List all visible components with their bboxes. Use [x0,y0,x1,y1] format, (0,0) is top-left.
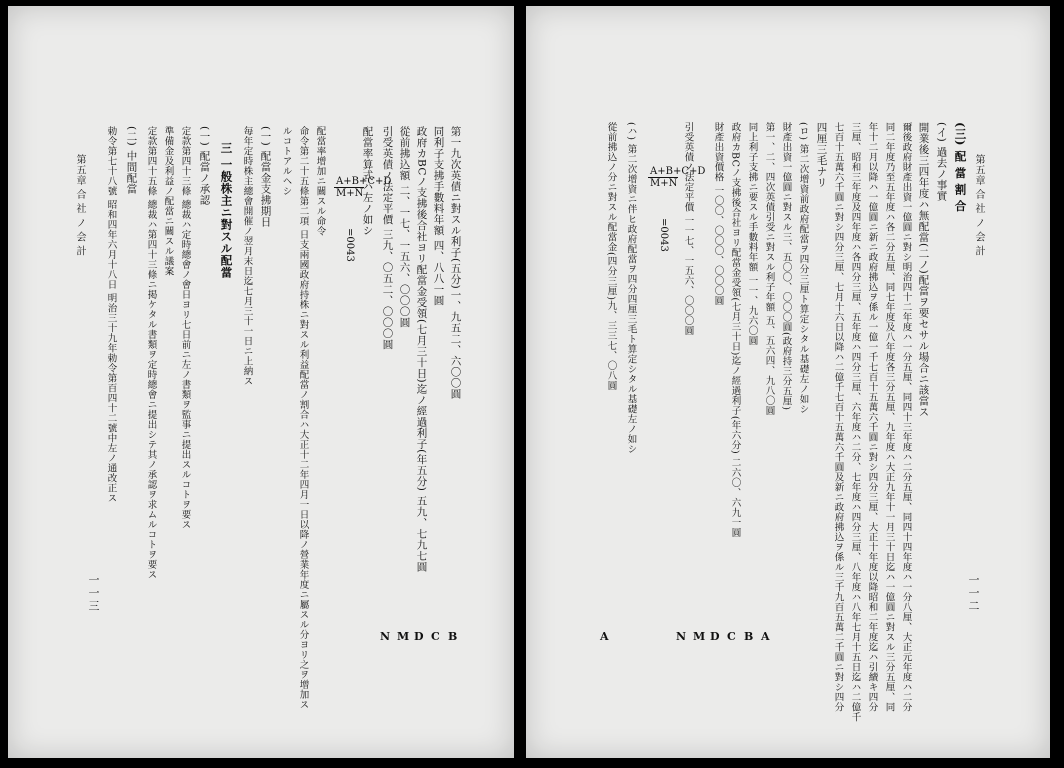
right-col-14: 財產出資價格 一〇〇、〇〇〇、〇〇〇圓 [712,122,724,306]
left-col-10: 毎年定時株主總會開催ノ翌月末日迄七月三十一日ニ上納ス [241,126,253,386]
right-letter-c: C [727,630,736,643]
left-page-number: 一一三 [87,574,100,613]
right-formula-result: =0043 [658,218,669,252]
left-letter-b: B [448,630,458,643]
right-col-9: (ロ) 第二次增資前政府配當ヲ四分三厘ト算定シタル基礎左ノ如シ [797,122,809,414]
left-col-7: 命令第二十五條第二項 日支兩國政府持株ニ對スル利益配當ノ割合ハ大正十二年四月一日以降ノ營業年度ニ屬スル分ヨリ之ヲ增加ス [297,126,309,710]
right-letter-d: D [710,630,720,643]
right-col-5: 年十二月以降ハ一億圓ニ新ニ政府拂込ヲ係ル一億一千七百十五萬六千圓ニ對シ四分三厘、大正十年度以降昭和二年度迄ハ引續キ四分 [866,122,878,712]
left-formula-numerator: A+B+C+D [336,176,392,187]
left-letter-d: D [414,630,424,643]
right-formula-numerator: A+B+C+D [650,166,706,177]
right-col-15: 引受英債ノ法定平價 一一七、一五六、〇〇〇圓 [682,122,694,336]
left-letter-m: M [397,630,410,643]
left-col-3: 從前拂込額 二、一七、一五六、〇〇〇圓 [398,126,411,328]
right-formula [648,166,706,189]
right-letter-m: M [693,630,706,643]
left-col-13: 定款第四十三條 總裁ハ定時總會ノ會日ヨリ七日前ニ左ノ書類ヲ監事ニ提出スルコトヲ要ス [179,126,191,530]
left-col-6: 配當率增加ニ關スル命令 [314,126,326,236]
left-page [8,6,514,758]
right-col-10: 財產出資一億圓ニ對スル三、五〇〇、〇〇〇圓(政府持三分五厘) [780,122,792,411]
left-col-17: 勅令第七十八號 昭和四年六月十八日 明治三十九年勅令第百四十二號中左ノ通改正ス [105,126,117,504]
left-col-15: 定款第四十五條 總裁ハ第四十三條ニ掲ケタル書類ヲ定時總會ニ提出シテ其ノ承認ヲ求ムルコトヲ要ス [145,126,157,580]
right-col-2: 開業後三四年度ハ無配當(二ノ)配當ヲ要セサル場合ニ該當ス [917,122,930,418]
left-page-header: 第五章 合 社 ノ 会 計 [74,154,85,257]
right-formula-denominator: M+N [650,178,678,189]
right-col-0: (三) 配 當 割 合 [953,122,968,212]
left-col-1: 同利子支拂手數料年額 四、八八一圓 [432,126,445,306]
left-formula [334,176,392,199]
left-formula-result: =0043 [344,228,355,262]
right-col-11: 第一、二、四次英債引受ニ對スル利子年額 五、五六四、九八〇圓 [763,122,775,416]
left-col-14: 準備金及利益ノ配當ニ關スル議案 [162,126,174,276]
left-col-4: 引受英債ノ法定平價 三九、〇五二、〇〇〇圓 [381,126,394,350]
left-col-9: (一) 配當金支拂期日 [259,126,272,228]
right-letter-a-1: A [600,630,609,643]
right-col-1: (イ) 過去ノ事實 [935,122,948,202]
left-formula-denominator: M+N [336,188,364,199]
left-letter-c: C [431,630,440,643]
right-col-6: 三厘、昭和三年度及四年度ハ各四分三厘、五年度ハ四分三厘、六年度ハ二分、七年度ハ四分三厘、八年度ハ八年七月十五日迄ハ二億千 [849,122,861,722]
right-page [526,6,1050,758]
left-col-12: (一) 配當ノ承認 [198,126,211,206]
book-spine [514,0,526,768]
left-col-2: 政府カBCノ支拂後合社ヨリ配當金受領(七月三十日)迄ノ經過利子(年五分) 五九、七九七圓 [415,126,428,573]
right-col-17: 從前拂込ノ分ニ對スル配當金(四分三厘)九、三三七、〇八圓 [605,122,617,391]
left-col-0: 第一九次英債ニ對スル利子(五分)一、九五二、六〇〇圓 [449,126,462,400]
right-col-4: 同二年度乃至五年度ハ各二分五厘、同七年度及八年度各三分五厘、九年度ハ大正九年十一月三十日迄ハ一億圓ニ對スル三分五厘、同 [883,122,895,712]
right-letter-n: N [676,630,687,643]
left-col-16: (二) 中間配當 [125,126,138,195]
right-letter-b: B [744,630,754,643]
right-col-7: 七百十五萬六千圓ニ對シ四分三厘、七月十六日以降ハ二億千七百十五萬六千圓及新ニ政府拂込ヲ係ル三千九百五萬二千圓ニ對シ四分 [832,122,844,712]
left-col-11: 三 一般株主ニ對スル配當 [219,142,234,279]
right-page-header: 第五章 合 社 ノ 会 計 [973,154,984,257]
right-letter-a-2: A [761,630,770,643]
right-col-8: 四厘三毛ナリ [815,122,828,188]
right-col-12: 同上利子支拂ニ要スル手數料年額 一一、九六〇圓 [746,122,758,346]
right-col-16: (ハ) 第二次增資ニ伴ヒ政府配當ヲ四分四厘三毛ト算定シタル基礎左ノ如シ [625,122,637,454]
left-letter-n: N [380,630,391,643]
right-page-number: 一一二 [967,574,980,613]
right-col-3: 爾後政府財產出資一億圓ニ對シ明治四十二年度ハ一分五厘、同四十三年度ハ二分五厘、同四十四年度ハ一分八厘、大正元年度ハ二分 [900,122,912,712]
left-col-8: ルコトアルヘシ [280,126,292,196]
left-col-5: 配當率算式ハ左ノ如シ [361,126,374,236]
right-col-13: 政府カBCノ支拂後合社ヨリ配當金受領(七月三十日)迄ノ經過利子(年六分) 二六〇、六九一圓 [729,122,741,538]
